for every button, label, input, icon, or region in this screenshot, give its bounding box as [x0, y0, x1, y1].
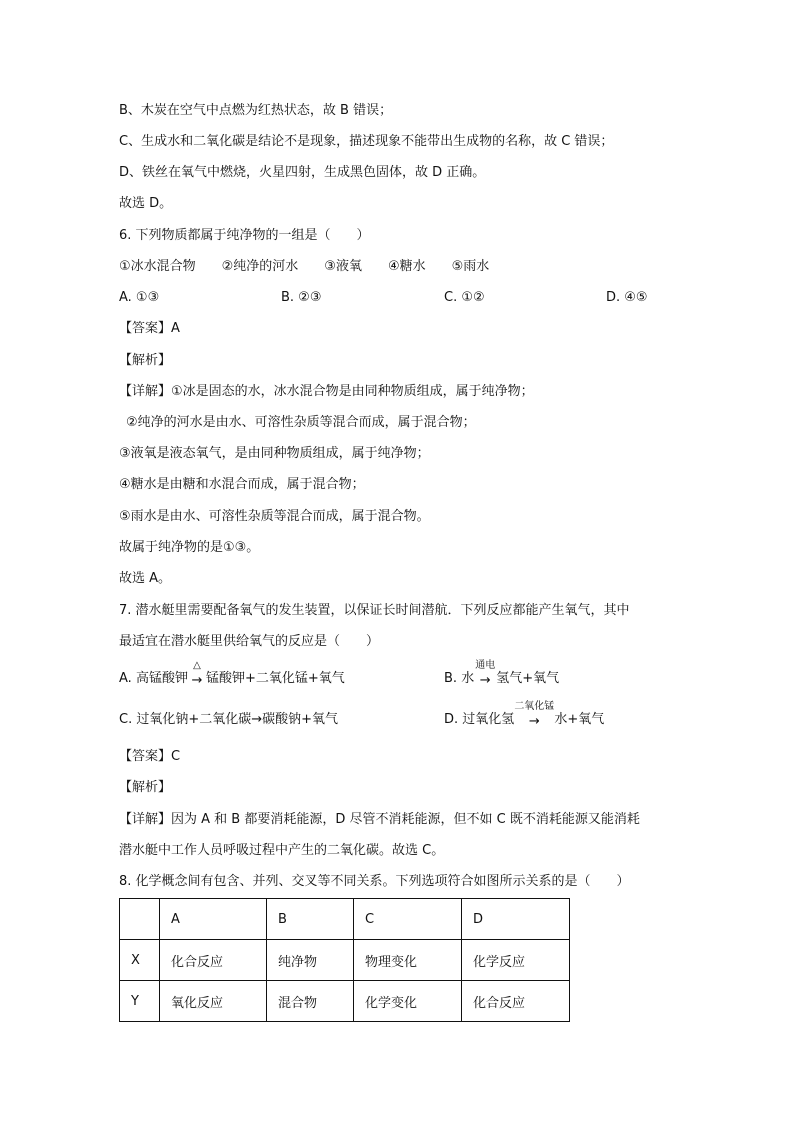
q7-option-c: C. 过氧化钠+二氧化碳→碳酸钠+氧气 — [119, 712, 339, 727]
table-row — [120, 940, 570, 981]
q6-option-d: D. ④⑤ — [606, 290, 648, 305]
q7-detail: 【详解】因为 A 和 B 都要消耗能源，D 尽管不消耗能源，但不如 C 既不消耗能源又能消耗 — [119, 812, 640, 827]
table-cell: 化合反应 — [160, 940, 267, 981]
q6-option-b: B. ②③ — [281, 290, 322, 305]
q6-answer: 【答案】A — [119, 321, 180, 336]
arrow-icon: → — [479, 673, 491, 688]
table-cell: 化学反应 — [462, 940, 570, 981]
q6-option-c: C. ①② — [444, 290, 485, 305]
products: 锰酸钾+二氧化锰+氧气 — [205, 671, 345, 686]
arrow-icon: → — [528, 714, 540, 729]
reactant: 高锰酸钾 — [135, 671, 188, 686]
text-line: B、木炭在空气中点燃为红热状态，故 B 错误； — [119, 103, 393, 118]
q8-options-table — [119, 898, 570, 1022]
reaction-arrow — [514, 701, 555, 729]
option-label: B. — [444, 671, 458, 686]
table-cell: 物理变化 — [354, 940, 462, 981]
reaction-condition: 二氧化锰 — [514, 701, 555, 712]
q7-option-d — [444, 701, 605, 729]
q6-analysis-heading: 【解析】 — [119, 353, 172, 368]
q7-analysis-heading: 【解析】 — [119, 780, 172, 795]
question-6-items: ①冰水混合物 ②纯净的河水 ③液氧 ④糖水 ⑤雨水 — [119, 259, 490, 274]
q6-detail: 【详解】①冰是固态的水，冰水混合物是由同种物质组成，属于纯净物； — [119, 384, 534, 399]
text-line: D、铁丝在氧气中燃烧，火星四射，生成黑色固体，故 D 正确。 — [119, 165, 486, 180]
reactant: 水 — [461, 671, 475, 686]
q6-option-a: A. ①③ — [119, 290, 160, 305]
table-cell: X — [120, 940, 160, 981]
table-cell: 混合物 — [267, 981, 354, 1022]
q6-detail: ②纯净的河水是由水、可溶性杂质等混合而成，属于混合物； — [126, 415, 476, 430]
q7-option-b — [444, 660, 560, 688]
table-cell: B — [267, 899, 354, 940]
table-header-row — [120, 899, 570, 940]
table-cell: C — [354, 899, 462, 940]
table-row — [120, 981, 570, 1022]
question-8-stem: 8. 化学概念间有包含、并列、交叉等不同关系。下列选项符合如图所示关系的是（ ） — [119, 874, 630, 889]
products: 水+氧气 — [554, 712, 605, 727]
reaction-arrow — [188, 660, 206, 688]
text-line: C、生成水和二氧化碳是结论不是现象，描述现象不能带出生成物的名称，故 C 错误； — [119, 134, 614, 149]
q7-option-a — [119, 660, 345, 688]
reaction-condition: 通电 — [475, 660, 496, 671]
question-6-stem: 6. 下列物质都属于纯净物的一组是（ ） — [119, 228, 370, 243]
q6-detail: 故选 A。 — [119, 571, 172, 586]
arrow-icon: → — [191, 673, 203, 688]
table-cell: 化合反应 — [462, 981, 570, 1022]
q6-detail: ④糖水是由糖和水混合而成，属于混合物； — [119, 477, 365, 492]
table-cell: Y — [120, 981, 160, 1022]
q7-answer: 【答案】C — [119, 749, 181, 764]
option-label: A. — [119, 671, 132, 686]
table-cell: 氧化反应 — [160, 981, 267, 1022]
table-cell: A — [160, 899, 267, 940]
q6-detail: 故属于纯净物的是①③。 — [119, 540, 260, 555]
q6-detail: ⑤雨水是由水、可溶性杂质等混合而成，属于混合物。 — [119, 509, 430, 524]
reaction-arrow — [474, 660, 496, 688]
table-cell — [120, 899, 160, 940]
option-label: D. — [444, 712, 459, 727]
q6-detail: ③液氧是液态氧气，是由同种物质组成，属于纯净物； — [119, 446, 430, 461]
reaction-condition: △ — [193, 660, 201, 671]
question-7-stem: 最适宜在潜水艇里供给氧气的反应是（ ） — [119, 634, 380, 649]
table-cell: 化学变化 — [354, 981, 462, 1022]
products: 氢气+氧气 — [496, 671, 560, 686]
text-line: 故选 D。 — [119, 196, 173, 211]
table-cell: 纯净物 — [267, 940, 354, 981]
table-cell: D — [462, 899, 570, 940]
q7-detail: 潜水艇中工作人员呼吸过程中产生的二氧化碳。故选 C。 — [119, 843, 445, 858]
reactant: 过氧化氢 — [462, 712, 515, 727]
question-7-stem: 7. 潜水艇里需要配备氧气的发生装置，以保证长时间潜航．下列反应都能产生氧气，其中 — [119, 603, 630, 618]
